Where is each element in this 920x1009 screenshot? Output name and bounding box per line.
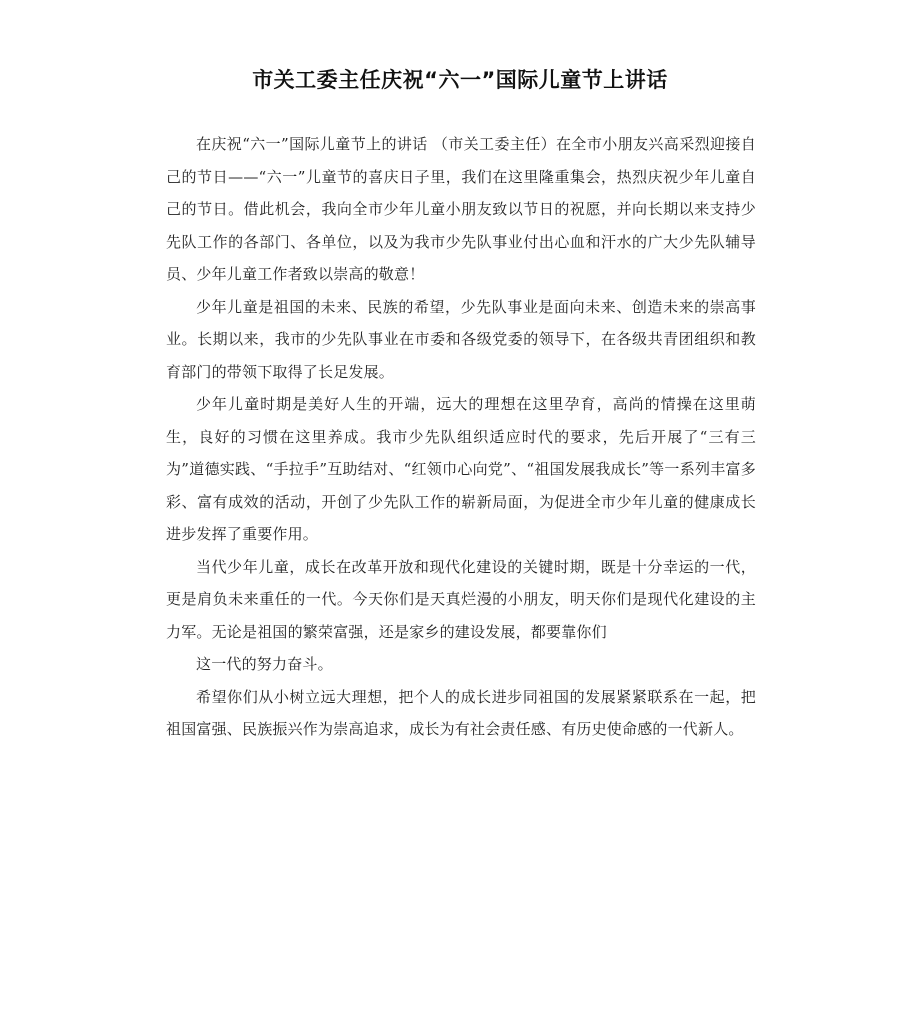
paragraph-1: 在庆祝“六一”国际儿童节上的讲话 （市关工委主任）在全市小朋友兴高采烈迎接自己的节日——“六一”儿童节的喜庆日子里，我们在这里隆重集会，热烈庆祝少年儿童自己的节日。借此机会，我向全市少年儿童小朋友致以节日的祝愿，并向长期以来支持少先队工作的各部门、各单位，以及为我市少先队事业付出心血和汗水的广大少先队辅导员、少年儿童工作者致以崇高的敬意！ (166, 135, 756, 283)
paragraph-3: 少年儿童时期是美好人生的开端，远大的理想在这里孕育，高尚的情操在这里萌生，良好的习惯在这里养成。我市少先队组织适应时代的要求，先后开展了“三有三为”道德实践、“手拉手”互助结对、“红领巾心向党”、“祖国发展我成长”等一系列丰富多彩、富有成效的活动，开创了少先队工作的崭新局面，为促进全市少年儿童的健康成长进步发挥了重要作用。 (166, 395, 756, 543)
paragraph-2: 少年儿童是祖国的未来、民族的希望，少先队事业是面向未来、创造未来的崇高事业。长期以来，我市的少先队事业在市委和各级党委的领导下，在各级共青团组织和教育部门的带领下取得了长足发展。 (166, 297, 756, 381)
document-title: 市关工委主任庆祝“六一”国际儿童节上讲话 (252, 68, 668, 92)
paragraph-5: 这一代的努力奋斗。 (196, 655, 333, 673)
paragraph-4: 当代少年儿童，成长在改革开放和现代化建设的关键时期，既是十分幸运的一代，更是肩负未来重任的一代。今天你们是天真烂漫的小朋友，明天你们是现代化建设的主力军。无论是祖国的繁荣富强，还是家乡的建设发展，都要靠你们 (166, 557, 756, 641)
paragraph-6: 希望你们从小树立远大理想，把个人的成长进步同祖国的发展紧紧联系在一起，把祖国富强、民族振兴作为崇高追求，成长为有社会责任感、有历史使命感的一代新人。 (166, 687, 756, 738)
document-body (166, 128, 756, 746)
